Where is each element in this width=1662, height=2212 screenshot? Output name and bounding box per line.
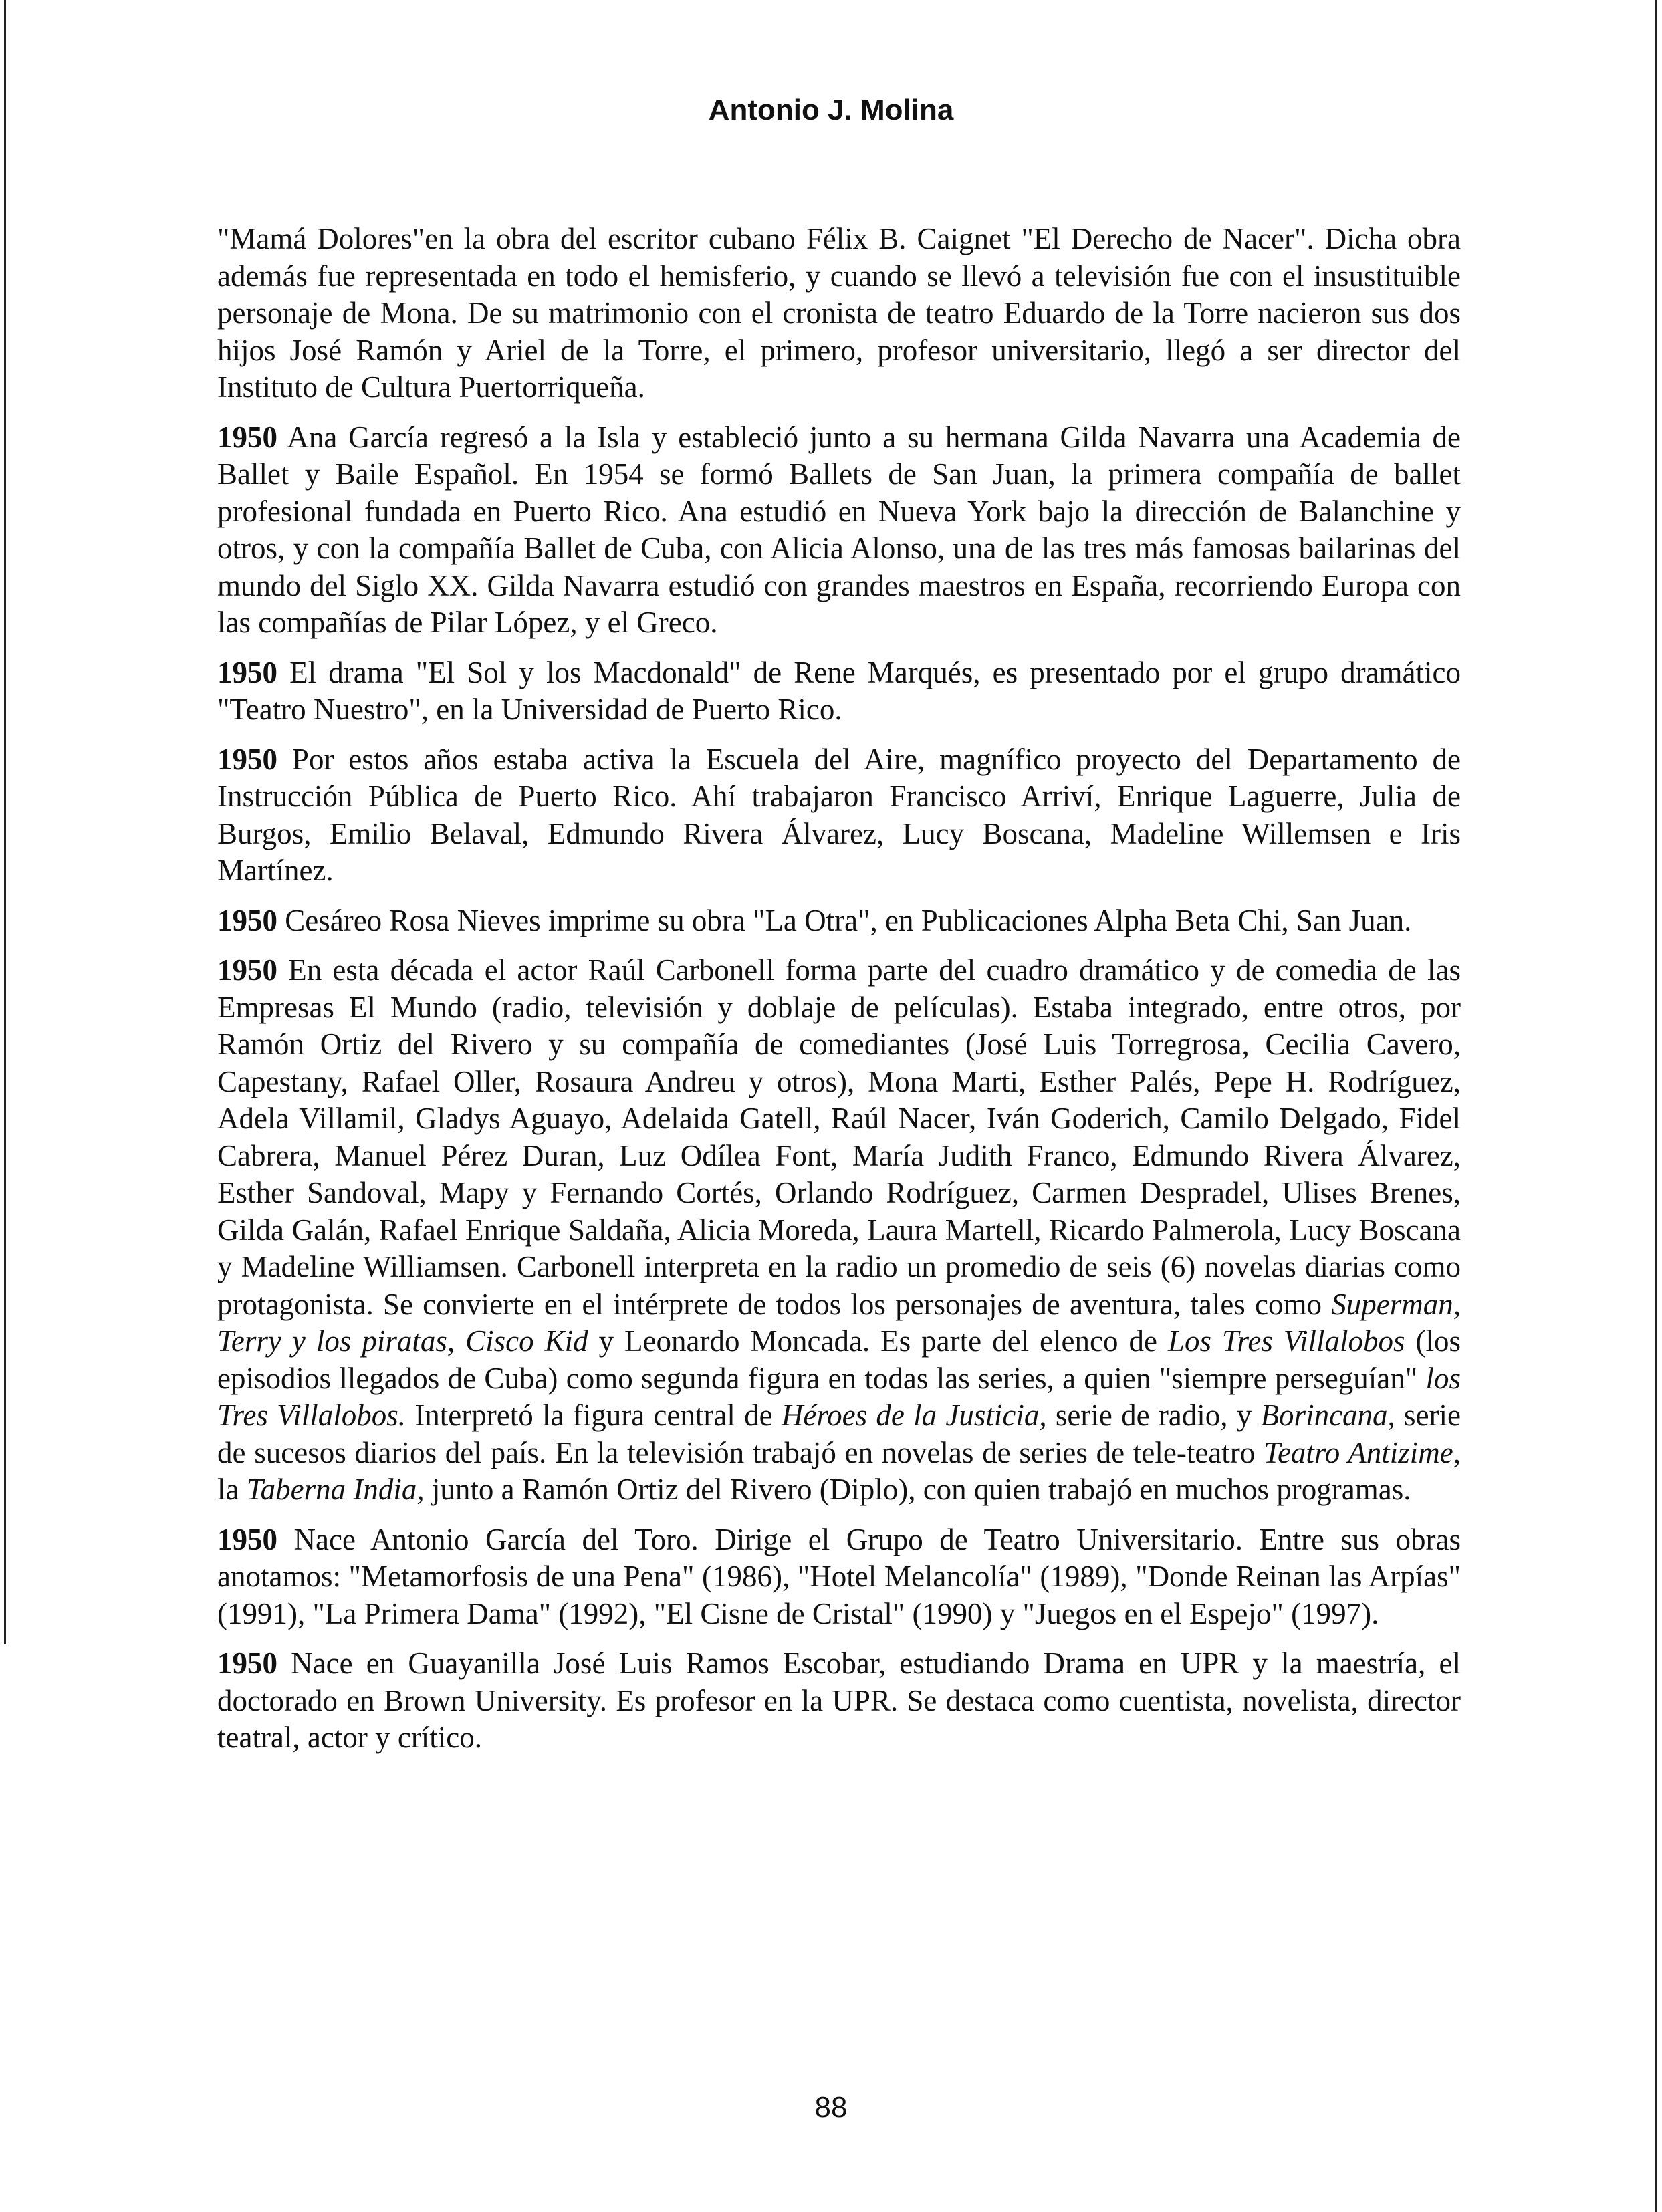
entry-year: 1950 xyxy=(217,953,277,987)
chronology-entry xyxy=(217,952,1461,1509)
italic-title-text: Taberna India, xyxy=(246,1473,425,1506)
chronology-entry xyxy=(217,741,1461,890)
chronology-entry xyxy=(217,1521,1461,1633)
entry-text: junto a Ramón Ortiz del Rivero (Diplo), con quien trabajó en muchos programas. xyxy=(424,1473,1411,1506)
chronology-entry xyxy=(217,221,1461,406)
italic-title-text: Los Tres Villalobos xyxy=(1167,1324,1405,1358)
entry-text: (los episodios llegados de Cuba) como segunda figura en todas las series, a quien "siempre perseguían" xyxy=(217,1324,1461,1395)
entry-text: "Mamá Dolores"en la obra del escritor cubano Félix B. Caignet "El Derecho de Nacer". Dicha obra además fue representada en todo el hemisferio, y cuando se llevó a televisión fue con el insustituible personaje de Mona. De su matrimonio con el cronista de teatro Eduardo de la Torre nacieron sus dos hijos José Ramón y Ariel de la Torre, el primero, profesor universitario, llegó a ser director del Instituto de Cultura Puertorriqueña. xyxy=(217,222,1461,404)
entry-text: y Leonardo Moncada. Es parte del elenco de xyxy=(588,1324,1168,1358)
entry-year: 1950 xyxy=(217,655,277,689)
entry-year: 1950 xyxy=(217,742,277,776)
entry-year: 1950 xyxy=(217,1522,277,1556)
entry-text: serie de sucesos diarios del país. En la televisión trabajó en novelas de series de tele-teatro xyxy=(217,1398,1461,1469)
entry-text: Nace Antonio García del Toro. Dirige el Grupo de Teatro Universitario. Entre sus obras anotamos: "Metamorfosis de una Pena" (1986), "Hotel Melancolía" (1989), "Donde Reinan las Arpías" (1991), "La Primera Dama" (1992), "El Cisne de Cristal" (1990) y "Juegos en el Espejo" (1997). xyxy=(217,1522,1461,1630)
entry-text: Por estos años estaba activa la Escuela del Aire, magnífico proyecto del Departamento de Instrucción Pública de Puerto Rico. Ahí trabajaron Francisco Arriví, Enrique Laguerre, Julia de Burgos, Emilio Belaval, Edmundo Rivera Álvarez, Lucy Boscana, Madeline Willemsen e Iris Martínez. xyxy=(217,742,1461,887)
entry-year: 1950 xyxy=(217,1646,277,1680)
scan-edge-right xyxy=(1655,0,1657,2212)
page-number: 88 xyxy=(814,2091,848,2124)
italic-title-text: Teatro Antizime, xyxy=(1264,1435,1461,1469)
scan-edge-left xyxy=(4,0,6,1644)
entry-text: serie de radio, y xyxy=(1046,1398,1261,1432)
page-body xyxy=(217,221,1461,1769)
entry-text: Cesáreo Rosa Nieves imprime su obra "La Otra", en Publicaciones Alpha Beta Chi, San Juan. xyxy=(277,903,1412,937)
italic-title-text: los Tres Villalobos. xyxy=(217,1361,1461,1432)
entry-text: En esta década el actor Raúl Carbonell forma parte del cuadro dramático y de comedia de las Empresas El Mundo (radio, televisión y doblaje de películas). Estaba integrado, entre otros, por Ramón Ortiz del Rivero y su compañía de comediantes (José Luis Torregrosa, Cecilia Cavero, Capestany, Rafael Oller, Rosaura Andreu y otros), Mona Marti, Esther Palés, Pepe H. Rodríguez, Adela Villamil, Gladys Aguayo, Adelaida Gatell, Raúl Nacer, Iván Goderich, Camilo Delgado, Fidel Cabrera, Manuel Pérez Duran, Luz Odílea Font, María Judith Franco, Edmundo Rivera Álvarez, Esther Sandoval, Mapy y Fernando Cortés, Orlando Rodríguez, Carmen Despradel, Ulises Brenes, Gilda Galán, Rafael Enrique Saldaña, Alicia Moreda, Laura Martell, Ricardo Palmerola, Lucy Boscana y Madeline Williamsen. Carbonell interpreta en la radio un promedio de seis (6) novelas diarias como protagonista. Se convierte en el intérprete de todos los personajes de aventura, tales como xyxy=(217,953,1461,1321)
chronology-entry xyxy=(217,902,1461,940)
chronology-entry xyxy=(217,1645,1461,1757)
entry-text: Ana García regresó a la Isla y estableció junto a su hermana Gilda Navarra una Academia de Ballet y Baile Español. En 1954 se formó Ballets de San Juan, la primera compañía de ballet profesional fundada en Puerto Rico. Ana estudió en Nueva York bajo la dirección de Balanchine y otros, y con la compañía Ballet de Cuba, con Alicia Alonso, una de las tres más famosas bailarinas del mundo del Siglo XX. Gilda Navarra estudió con grandes maestros en España, recorriendo Europa con las compañías de Pilar López, y el Greco. xyxy=(217,420,1461,639)
chronology-entry xyxy=(217,419,1461,642)
entry-year: 1950 xyxy=(217,903,277,937)
entry-text: la xyxy=(217,1473,247,1506)
entry-text: Interpretó la figura central de xyxy=(406,1398,782,1432)
italic-title-text: Borincana, xyxy=(1260,1398,1395,1432)
entry-text: El drama "El Sol y los Macdonald" de Rene Marqués, es presentado por el grupo dramático "Teatro Nuestro", en la Universidad de Puerto Rico. xyxy=(217,655,1461,726)
italic-title-text: Héroes de la Justicia, xyxy=(781,1398,1047,1432)
entry-text: Nace en Guayanilla José Luis Ramos Escobar, estudiando Drama en UPR y la maestría, el doctorado en Brown University. Es profesor en la UPR. Se destaca como cuentista, novelista, director teatral, actor y crítico. xyxy=(217,1646,1461,1754)
running-header: Antonio J. Molina xyxy=(708,94,954,126)
italic-title-text: Superman, Terry y los piratas, Cisco Kid xyxy=(217,1287,1461,1358)
chronology-entry xyxy=(217,654,1461,729)
entry-year: 1950 xyxy=(217,420,277,454)
